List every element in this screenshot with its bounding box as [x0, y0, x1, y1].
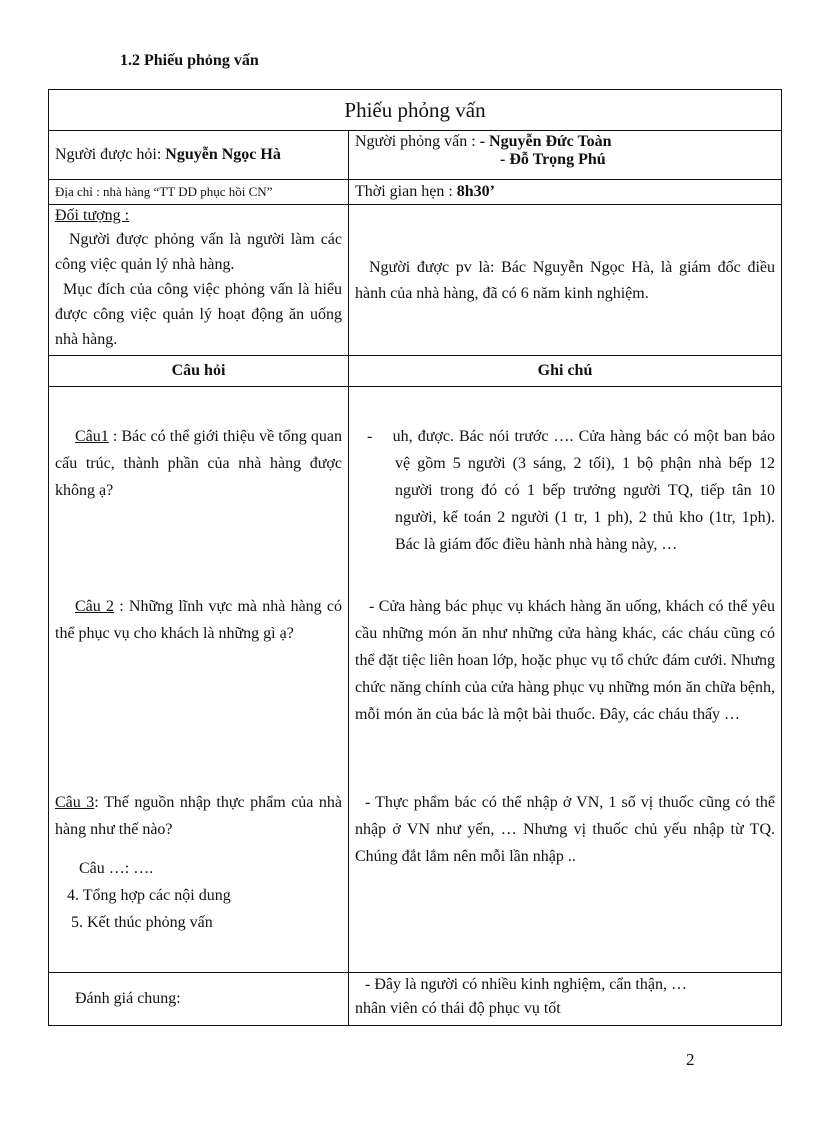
appointment-value: 8h30’	[456, 183, 496, 200]
answer-2: - Cửa hàng bác phục vụ khách hàng ăn uống, khách có thể yêu cầu những món ăn như những cửa hàng khác, các cháu cũng có thể đặt tiệc liên hoan lớp, hoặc phục vụ tổ chức đám cưới. Nhưng chức năng chính của cửa hàng phục vụ những món ăn chữa bệnh, mỗi món ăn của bác là một bài thuốc. Đây, các cháu thấy …	[355, 598, 775, 723]
question-text: : Thế nguồn nhập thực phẩm của nhà hàng như thế nào?	[55, 794, 342, 838]
summary-label: Đánh giá chung:	[75, 990, 181, 1007]
question-2	[55, 593, 342, 789]
subject-note-cell	[349, 205, 782, 356]
answer-3: - Thực phẩm bác có thể nhập ở VN, 1 số vị thuốc cũng có thể nhập ở VN như yến, … Nhưng vị thuốc chủ yếu nhập từ TQ. Chúng đắt lắm nên mỗi lần nhập ..	[355, 794, 775, 865]
answer-text: uh, được. Bác nói trước …. Cửa hàng bác có một ban bảo vệ gồm 5 người (3 sáng, 2 tối), 1 bộ phận nhà bếp 12 người trong đó có 1 bếp trưởng người TQ, tiếp tân 10 người, kế toán 2 người (1 tr, 1 ph), 2 thủ kho (1tr, 1ph). Bác là giám đốc điều hành nhà hàng này, …	[392, 428, 775, 553]
extra-line: 5. Kết thúc phỏng vấn	[71, 914, 213, 931]
interview-form	[48, 89, 782, 1026]
question-3	[55, 789, 342, 855]
extra-line: 4. Tổng hợp các nội dung	[67, 887, 231, 904]
interviewee-cell	[49, 131, 349, 180]
subject-note: Người được pv là: Bác Nguyễn Ngọc Hà, là giám đốc điều hành của nhà hàng, đã có 6 năm kinh nghiệm.	[355, 259, 775, 302]
column-question-header: Câu hỏi	[49, 356, 349, 387]
question-label: Câu 3	[55, 794, 95, 811]
answers-cell	[349, 387, 782, 973]
appointment-cell	[349, 180, 782, 205]
summary-label-cell	[49, 973, 349, 1026]
form-title: Phiếu phỏng vấn	[49, 90, 782, 131]
extra-line: Câu …: ….	[79, 860, 154, 877]
question-1	[55, 423, 342, 593]
question-text: : Những lĩnh vực mà nhà hàng có thể phục vụ cho khách là những gì ạ?	[55, 598, 342, 642]
question-label: Câu1	[75, 428, 109, 445]
page-number: 2	[686, 1050, 695, 1069]
section-title: 1.2 Phiếu phỏng vấn	[120, 52, 259, 69]
question-text: : Bác có thể giới thiệu về tổng quan cấu trúc, thành phần của nhà hàng được không ạ?	[55, 428, 342, 499]
subject-paragraph: Người được phỏng vấn là người làm các công việc quản lý nhà hàng.	[55, 231, 342, 273]
subject-cell	[49, 205, 349, 356]
question-label: Câu 2	[75, 598, 114, 615]
summary-cell	[349, 973, 782, 1026]
subject-paragraph: Mục đích của công việc phỏng vấn là hiểu được công việc quản lý hoạt động ăn uống nhà hàng.	[55, 281, 342, 348]
column-note-header: Ghi chú	[349, 356, 782, 387]
subject-heading: Đối tượng :	[55, 207, 130, 224]
questions-cell	[49, 387, 349, 973]
interviewee-name: Nguyễn Ngọc Hà	[165, 146, 281, 163]
interviewers-cell	[349, 131, 782, 180]
interviewee-label: Người được hỏi:	[55, 146, 162, 163]
appointment-label: Thời gian hẹn :	[355, 183, 453, 200]
interviewer-1: - Nguyễn Đức Toàn	[479, 133, 612, 150]
summary-line: nhân viên có thái độ phục vụ tốt	[355, 1000, 561, 1017]
interviewers-label: Người phỏng vấn :	[355, 133, 476, 150]
summary-line: - Đây là người có nhiều kinh nghiệm, cẩn thận, …	[365, 976, 687, 993]
interviewer-2: - Đỗ Trọng Phú	[500, 151, 606, 168]
address: Địa chỉ : nhà hàng “TT DD phục hồi CN”	[49, 180, 349, 205]
answer-1: - uh, được. Bác nói trước …. Cửa hàng bác có một ban bảo vệ gồm 5 người (3 sáng, 2 tối), 1 bộ phận nhà bếp 12 người trong đó có 1 bếp trưởng người TQ, tiếp tân 10 người, kế toán 2 người (1 tr, 1 ph), 2 thủ kho (1tr, 1ph). Bác là giám đốc điều hành nhà hàng này, …	[367, 428, 775, 553]
